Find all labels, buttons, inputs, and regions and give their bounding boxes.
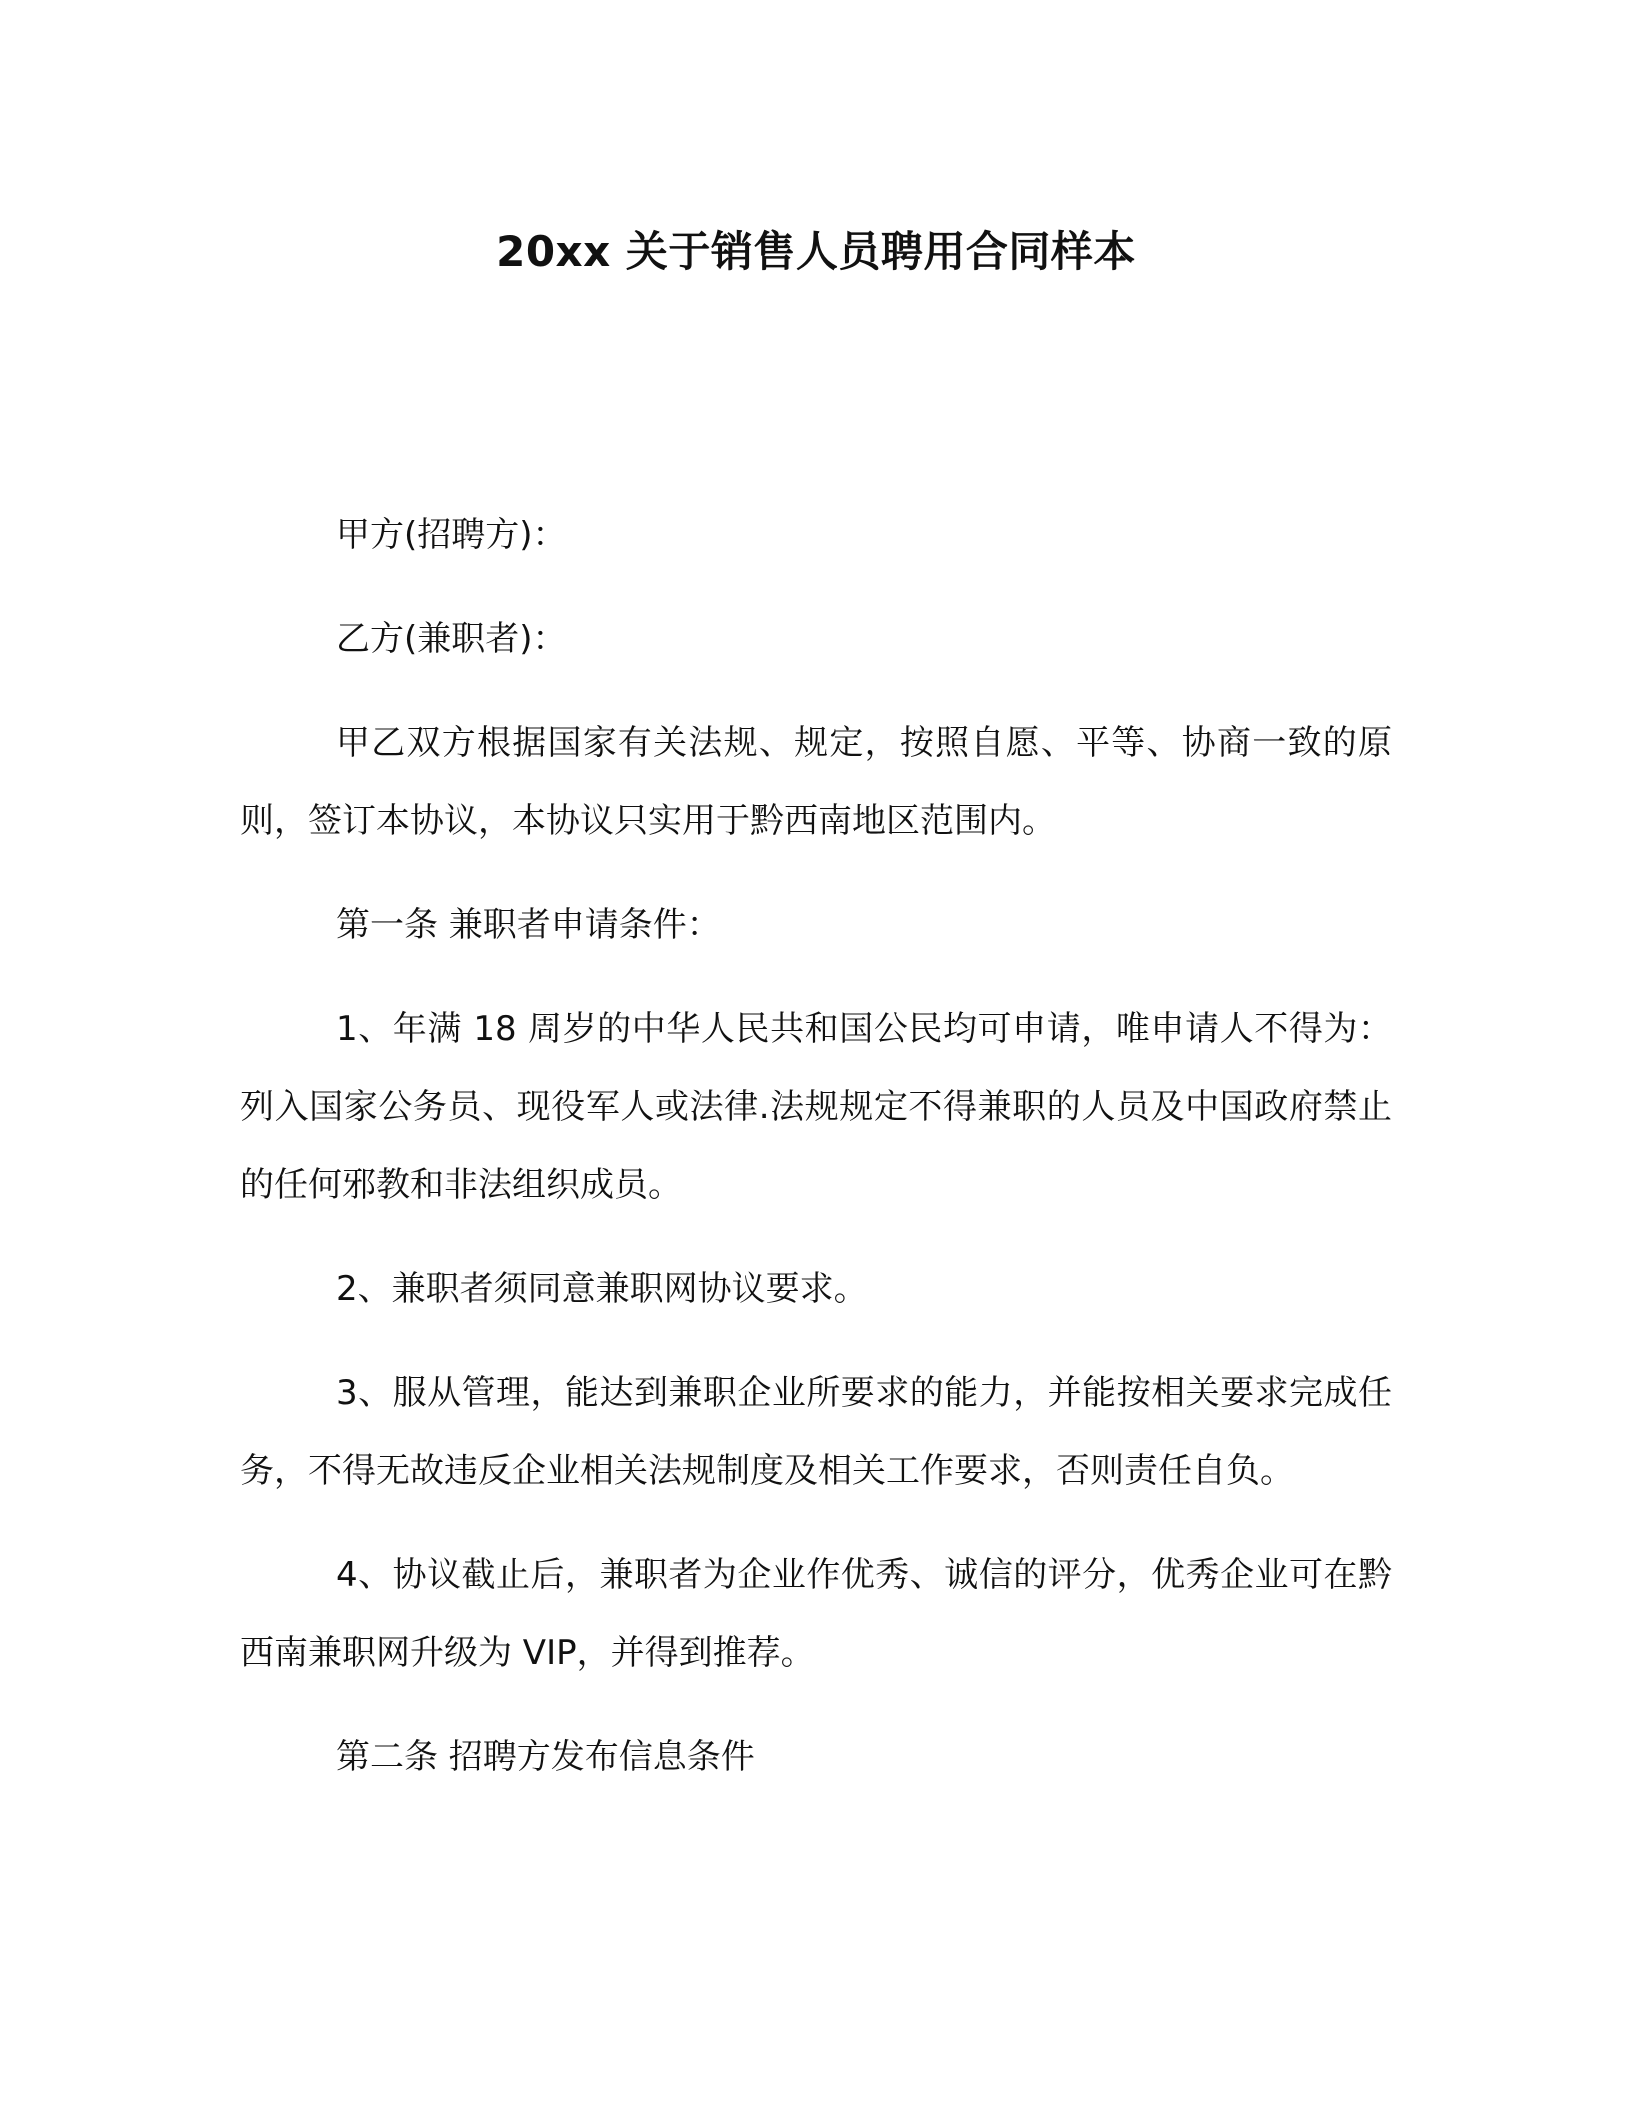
- article-1-clause-3: 3、服从管理，能达到兼职企业所要求的能力，并能按相关要求完成任务，不得无故违反企业相关法规制度及相关工作要求，否则责任自负。: [240, 1373, 1392, 1491]
- preamble-paragraph: 甲乙双方根据国家有关法规、规定，按照自愿、平等、协商一致的原则，签订本协议，本协议只实用于黔西南地区范围内。: [240, 723, 1392, 841]
- article-1-clause-4: 4、协议截止后，兼职者为企业作优秀、诚信的评分，优秀企业可在黔西南兼职网升级为 VIP，并得到推荐。: [240, 1555, 1392, 1673]
- party-b-line: 乙方(兼职者)：: [336, 619, 567, 659]
- party-a-line: 甲方(招聘方)：: [336, 515, 567, 555]
- article-1-clause-1: 1、年满 18 周岁的中华人民共和国公民均可申请，唯申请人不得为：列入国家公务员、现役军人或法律.法规规定不得兼职的人员及中国政府禁止的任何邪教和非法组织成员。: [240, 1009, 1392, 1205]
- document-title: 20xx 关于销售人员聘用合同样本: [496, 227, 1136, 276]
- document-body: [240, 496, 1392, 1822]
- article-1-clause-2: 2、兼职者须同意兼职网协议要求。: [336, 1269, 868, 1309]
- article-2-heading: 第二条 招聘方发布信息条件: [336, 1737, 755, 1777]
- article-1-heading: 第一条 兼职者申请条件：: [336, 905, 721, 945]
